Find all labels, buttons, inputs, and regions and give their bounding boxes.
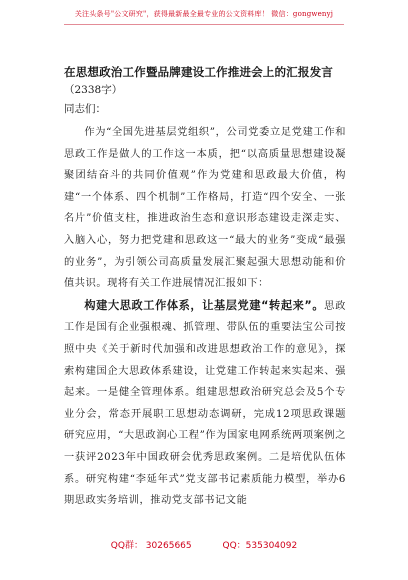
section-body: 思政工作是国有企业强根魂、抓管理、带队伍的重要法宝公司按照中央《关于新时代加强和改进思想政治工作的意见》，探索构建国企大思政体系建设，让党建工作转起来实起来、强起来。一是健全管理体系。组建思想政治研究总会及5个专业分会，常态开展职工思想动态调研，完成12项思政课题研究应用，“大思政润心工程”作为国家电网系统两项案例之一获评2023年中国政研会优秀思政案例。二是培优队伍体系。研究构建“李延年式”党支部书记素质能力模型，举办6期思政实务培训，推动党支部书记文能	[64, 300, 346, 507]
footer	[0, 538, 408, 551]
document-body	[64, 64, 346, 512]
header-notice: 关注头条号"公文研究"，获得最新最全最专业的公文资料库！ 微信：gongwenyj	[74, 10, 334, 18]
footer-qq-group: QQ群： 30265665	[110, 541, 192, 551]
paragraph-section-1	[64, 295, 346, 512]
section-heading: 构建大思政工作体系，让基层党建“转起来”。	[84, 298, 325, 312]
paragraph-intro: 作为“全国先进基层党组织”，公司党委立足党建工作和思政工作是做人的工作这一本质，把“以高质量思想建设凝聚团结奋斗的共同价值观”作为党建和思政最大价值，构建“一个体系、四个机制”工作格局，打造“四个安全、一张名片”价值支柱，推进政治生态和意识形态建设走深走实、入脑入心，努力把党建和思政这一“最大的业务”变成“最强的业务”，为引领公司高质量发展汇聚起强大思想动能和价值共识。现将有关工作进展情况汇报如下：	[64, 127, 346, 290]
document-title: 在思想政治工作暨品牌建设工作推进会上的汇报发言	[64, 65, 333, 79]
footer-qq: QQ：535304092	[222, 541, 298, 551]
word-count: （2338字）	[64, 84, 123, 96]
header-bar	[0, 0, 408, 22]
header-divider	[64, 24, 344, 25]
salutation: 同志们：	[64, 103, 106, 115]
